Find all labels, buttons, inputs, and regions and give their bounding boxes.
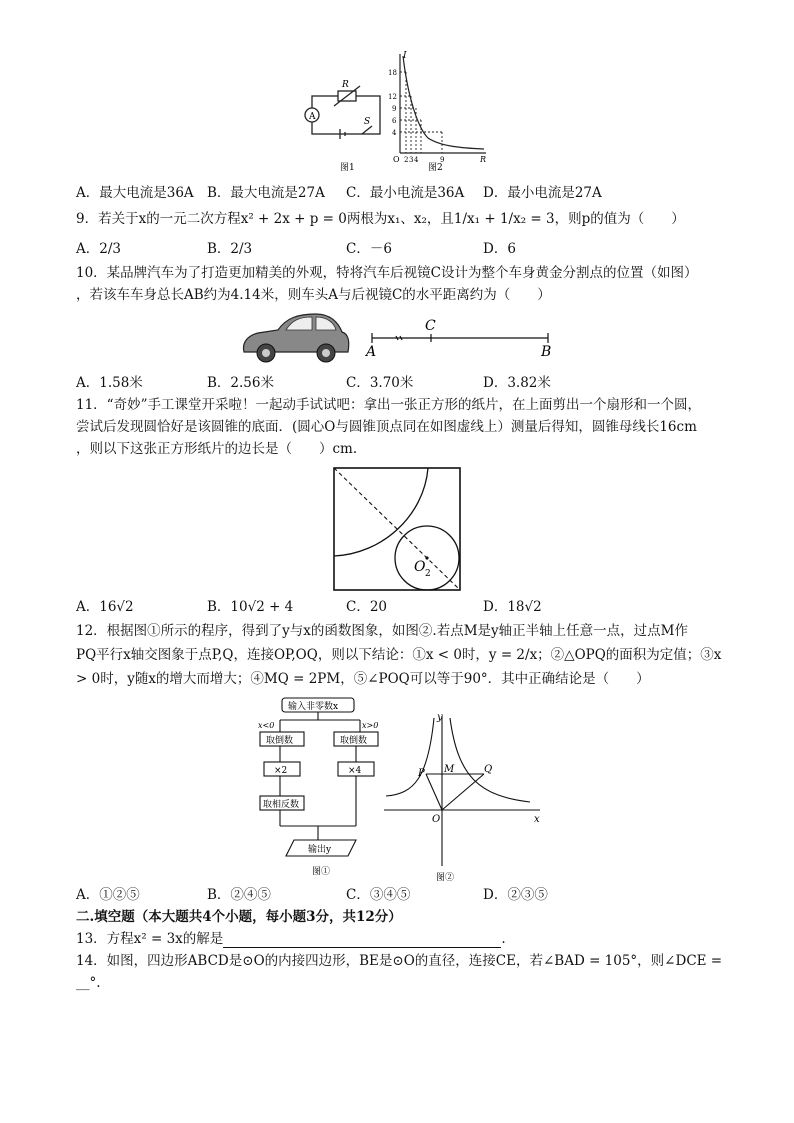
option-a[interactable]: A．①②⑤ [76,887,140,903]
y-tick: 12 [388,93,397,101]
option-b[interactable]: B．2.56米 [207,375,274,391]
option-d[interactable]: D．②③⑤ [483,887,548,903]
option-b[interactable]: B．2/3 [207,241,253,257]
flow-output: 输出y [308,845,332,855]
q9-stem: 9．若关于x的一元二次方程x² + 2x + p = 0两根为x₁、x₂，且1/x₁ + 1/x₂ = 3，则p的值为（ ） [76,211,685,227]
x-tick: 3 [409,156,414,164]
current-resistance-graph [400,54,486,153]
x-axis-label: R [480,155,487,164]
x-tick: 2 [404,156,409,164]
q10-figure [238,308,568,372]
q12-graph [380,708,548,886]
option-a[interactable]: A．2/3 [76,241,121,257]
resistor-label: R [342,80,349,90]
flow-times2: ×2 [274,766,288,776]
q13-stem [76,930,506,948]
circuit-diagram [305,86,380,139]
q10-stem-line1: 10．某品牌汽车为了打造更加精美的外观，特将汽车后视镜C设计为整个车身黄金分割点的位置（如图） [76,265,698,281]
fig2-caption: 图2 [428,163,443,173]
option-b[interactable]: B．10√2 + 4 [207,599,294,615]
graph-x-label: x [534,814,540,825]
point-a-label: A [366,344,377,360]
option-d[interactable]: D．6 [483,241,516,257]
flow-times4: ×4 [348,766,362,776]
car-illustration [244,314,349,362]
option-d[interactable]: D．3.82米 [483,375,551,391]
fig1-caption: 图1 [340,163,355,173]
point-c-label: C [425,318,436,334]
y-tick: 6 [392,117,397,125]
q11-figure [332,466,462,592]
option-d[interactable]: D．最小电流是27A [483,185,602,201]
graph-y-label: y [437,712,443,723]
golden-ratio-segment [372,333,548,343]
graph-p-label: P [418,768,425,779]
flow-right-recip: 取倒数 [340,736,368,746]
center-subscript: 2 [425,569,431,579]
switch-label: S [364,117,371,127]
option-c[interactable]: C．最小电流是36A [346,185,465,201]
q12-stem-line1: 12．根据图①所示的程序，得到了y与x的函数图象，如图②.若点M是y轴正半轴上任意一点，过点M作 [76,623,688,639]
y-tick: 4 [392,129,397,137]
center-label: O [414,559,426,575]
flow-negate: 取相反数 [263,800,300,810]
flow-input: 输入非零数x [288,702,339,712]
graph-caption: 图② [436,873,455,883]
y-axis-label: I [403,51,407,61]
option-c[interactable]: C．20 [346,599,388,615]
q8-figure [300,48,500,178]
q13-prefix: 13．方程x² = 3x的解是 [76,931,224,947]
point-b-label: B [541,344,552,360]
option-d[interactable]: D．18√2 [483,599,542,615]
graph-o-label: O [432,814,441,825]
option-b[interactable]: B．②④⑤ [207,887,271,903]
flow-left-recip: 取倒数 [266,736,294,746]
option-c[interactable]: C．3.70米 [346,375,414,391]
q14-stem-line2: __°. [76,975,101,991]
graph-m-label: M [444,764,455,775]
y-tick: 9 [392,105,397,113]
y-tick: 18 [388,69,397,77]
q12-stem-line3: > 0时，y随x的增大而增大；④MQ = 2PM，⑤∠POQ可以等于90°．其中正确结论是（ ） [76,671,650,687]
graph-q-label: Q [484,764,493,775]
option-a[interactable]: A．16√2 [76,599,134,615]
section-title: 二.填空题（本大题共4个小题，每小题3分，共12分） [76,909,402,925]
q11-stem-line3: ，则以下这张正方形纸片的边长是（ ）cm. [76,441,358,457]
answer-blank[interactable] [223,933,501,948]
option-c[interactable]: C．－6 [346,241,392,257]
flow-left-cond: x<0 [258,721,275,730]
q11-stem-line2: 尝试后发现圆恰好是该圆锥的底面．(圆心O与圆锥顶点同在如图虚线上）测量后得知，圆锥母线长16cm [76,419,697,435]
option-b[interactable]: B．最大电流是27A [207,185,325,201]
option-c[interactable]: C．③④⑤ [346,887,411,903]
q14-stem-line1: 14．如图，四边形ABCD是⊙O的内接四边形，BE是⊙O的直径，连接CE，若∠BAD = 105°，则∠DCE = [76,953,723,969]
ammeter-label: A [309,112,316,122]
q13-suffix: . [501,931,506,947]
origin-label: O [393,155,400,164]
flow-caption: 图① [312,867,331,877]
x-tick: 4 [414,156,419,164]
q10-stem-line2: ，若该车车身总长AB约为4.14米，则车头A与后视镜C的水平距离约为（ ） [76,287,551,303]
q12-flowchart [250,692,390,882]
x-tick: 9 [440,156,445,164]
option-a[interactable]: A．最大电流是36A [76,185,194,201]
option-a[interactable]: A．1.58米 [76,375,143,391]
q11-stem-line1: 11．“奇妙”手工课堂开采啦！一起动手试试吧：拿出一张正方形的纸片，在上面剪出一个扇形和一个圆， [76,397,701,413]
flow-right-cond: x>0 [362,721,379,730]
q12-stem-line2: PQ平行x轴交图象于点P,Q，连接OP,OQ，则以下结论：①x < 0时，y = 2/x；②△OPQ的面积为定值；③x [76,647,722,663]
